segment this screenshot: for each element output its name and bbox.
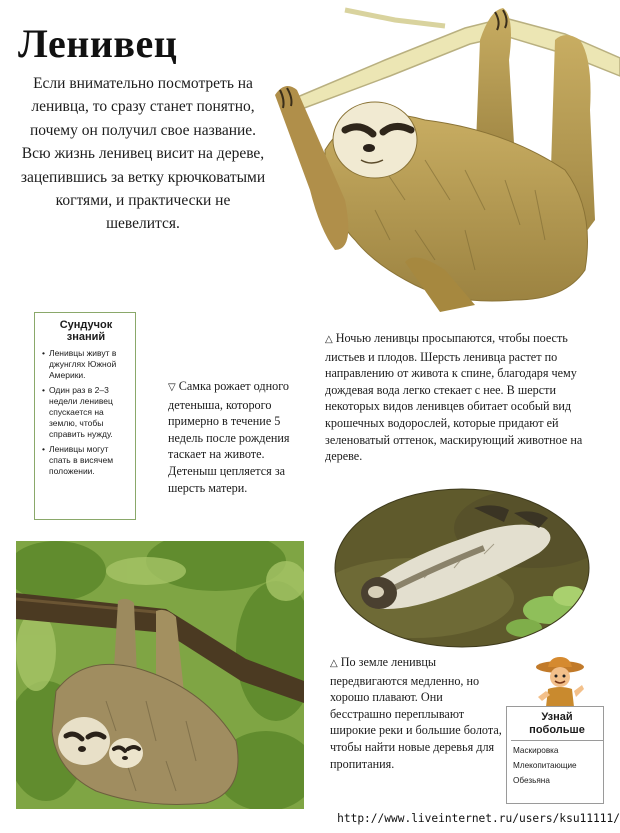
ground-text: По земле ленивцы передвигаются медленно, но хорошо плавают. Они бесстрашно переплывают широкие реки и большие болота, чтобы найти новые деревья для пропитания. bbox=[330, 655, 502, 771]
facts-box bbox=[34, 312, 136, 520]
facts-box-heading bbox=[42, 319, 130, 343]
hanging-sloth-illustration bbox=[265, 0, 620, 315]
mother-text: Самка рожает одного детеныша, которого примерно в течение 5 недель после рождения таскает на животе. Детеныш цепляется за шерсть матери. bbox=[168, 379, 290, 495]
mother-and-baby-sloth-illustration bbox=[16, 541, 304, 809]
swimming-sloth-illustration bbox=[334, 488, 590, 648]
learn-more-item-camouflage[interactable]: Маскировка bbox=[513, 746, 559, 755]
up-triangle-icon: △ bbox=[325, 334, 333, 345]
facts-box-heading-line1: Сундучок bbox=[59, 319, 113, 331]
intro-paragraph: Если внимательно посмотреть на ленивца, то сразу станет понятно, почему он получил свое название. Всю жизнь ленивец висит на дереве, зацепившись за ветку крючковатыми когтями, и практически не шевелится. bbox=[20, 75, 266, 233]
fact-item: • Один раз в 2–3 недели ленивец спускается на землю, чтобы справить нужду. bbox=[42, 385, 130, 440]
ground-paragraph bbox=[330, 654, 505, 772]
down-triangle-icon: ▽ bbox=[168, 382, 176, 393]
night-text: Ночью ленивцы просыпаются, чтобы поесть листьев и плодов. Шерсть ленивца растет по направлению от живота к спине, благодаря чему дождевая вода легко стекает с нее. В шерсти некоторых видов ленивцев обитает особый вид крошечных водорослей, которые придают ей зеленоватый оттенок, маскирующий животное на дереве. bbox=[325, 331, 583, 464]
fact-item: • Ленивцы живут в джунглях Южной Америки. bbox=[42, 348, 130, 381]
mother-paragraph bbox=[168, 378, 306, 496]
fact-item: • Ленивцы могут спать в висячем положении. bbox=[42, 444, 130, 477]
up-triangle-icon: △ bbox=[330, 658, 338, 669]
learn-more-heading bbox=[511, 711, 603, 741]
learn-more-heading-line2: побольше bbox=[529, 724, 585, 736]
explorer-mascot-icon bbox=[532, 655, 588, 711]
facts-box-heading-line2: знаний bbox=[66, 331, 106, 343]
learn-more-box bbox=[506, 706, 604, 804]
learn-more-item-mammals[interactable]: Млекопитающие bbox=[513, 761, 577, 770]
page-title: Ленивец bbox=[18, 21, 178, 66]
source-url[interactable]: http://www.liveinternet.ru/users/ksu11111/ bbox=[337, 812, 620, 825]
facts-list bbox=[42, 348, 130, 477]
learn-more-heading-line1: Узнай bbox=[541, 711, 573, 723]
learn-more-item-monkey[interactable]: Обезьяна bbox=[513, 776, 550, 785]
night-paragraph bbox=[325, 330, 605, 465]
